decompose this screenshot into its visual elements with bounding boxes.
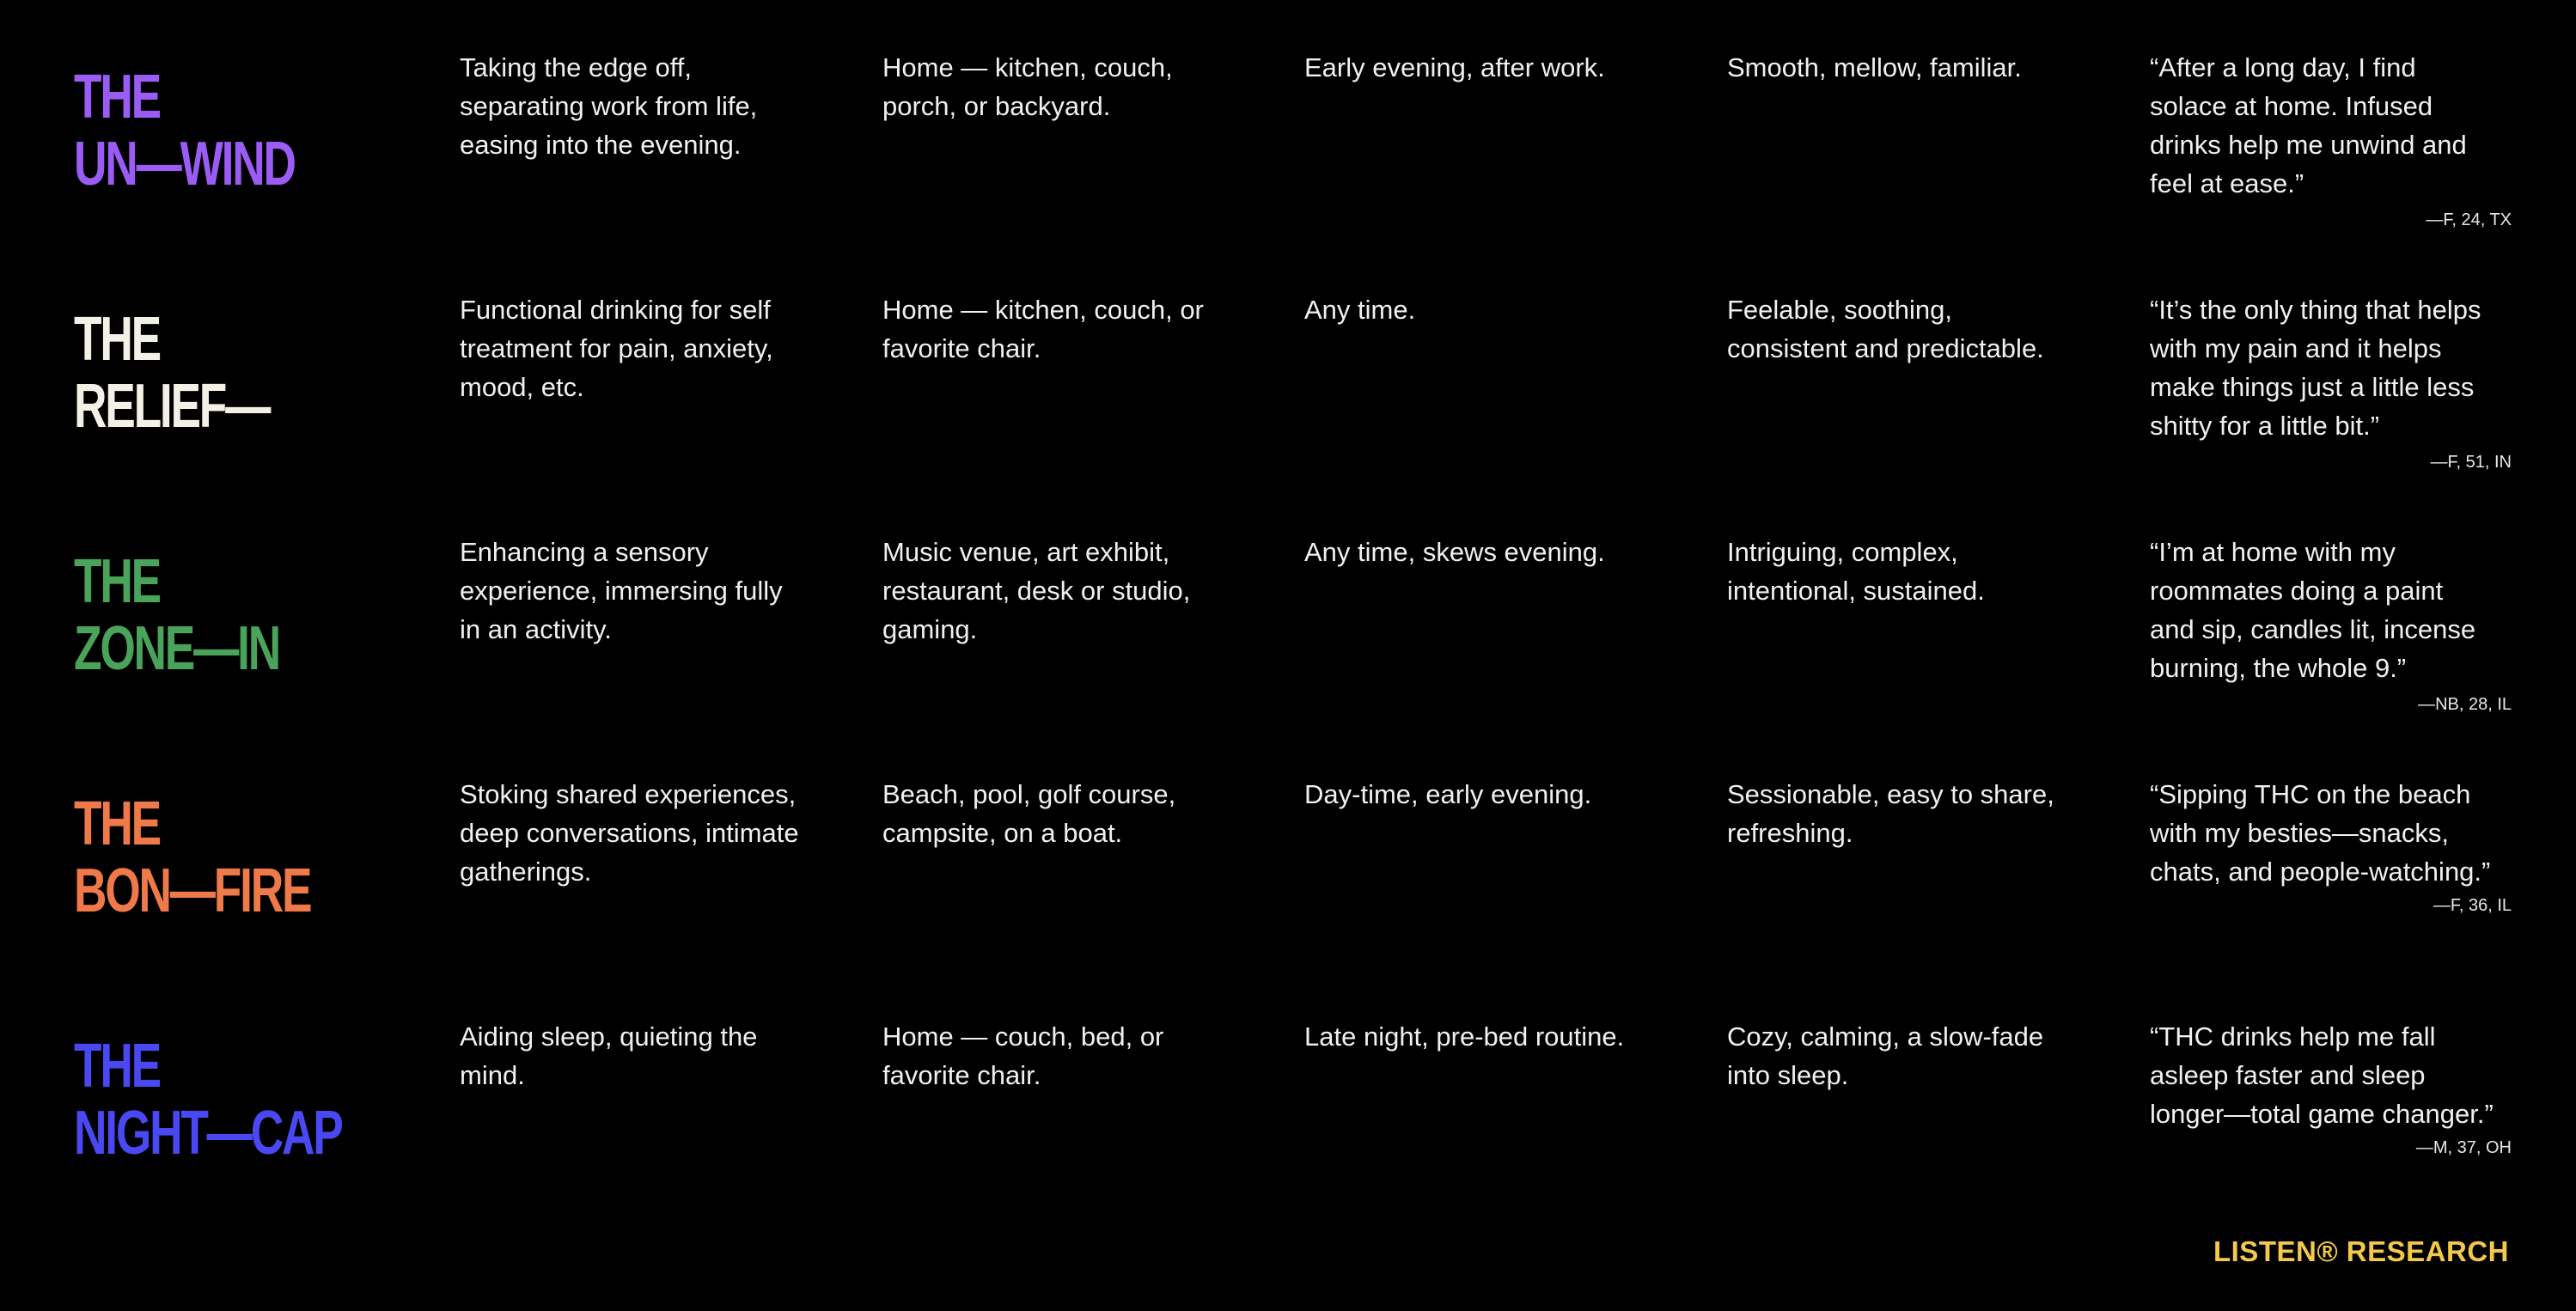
time-cell: Any time, skews evening. [1304, 537, 1605, 567]
place-cell: Home — couch, bed, or favorite chair. [882, 1021, 1164, 1090]
quote-cell: “Sipping THC on the beach with my besties—snacks, chats, and people-watching.” [2150, 779, 2491, 887]
quote-attribution: —NB, 28, IL [2418, 695, 2512, 714]
place-cell: Home — kitchen, couch, or favorite chair. [882, 295, 1204, 363]
quote-attribution: —F, 24, TX [2426, 210, 2512, 229]
purpose-cell: Functional drinking for self treatment for pain, anxiety, mood, etc. [460, 295, 773, 402]
title-line-2: NIGHT—CAP [74, 1099, 342, 1168]
place-cell: Home — kitchen, couch, porch, or backyard. [882, 52, 1173, 121]
occasion-title-zonein [74, 548, 341, 682]
place-cell: Music venue, art exhibit, restaurant, desk or studio, gaming. [882, 537, 1191, 644]
feel-cell: Cozy, calming, a slow-fade into sleep. [1727, 1021, 2044, 1090]
feel-cell: Sessionable, easy to share, refreshing. [1727, 779, 2054, 848]
time-cell: Any time. [1304, 295, 1416, 325]
occasion-row-nightcap [0, 1017, 2576, 1258]
occasion-row-unwind [0, 48, 2576, 289]
quote-attribution: —F, 36, IL [2433, 896, 2512, 915]
time-cell: Early evening, after work. [1304, 52, 1605, 82]
occasion-row-relief [0, 290, 2576, 531]
title-line-2: RELIEF— [74, 372, 270, 441]
feel-cell: Feelable, soothing, consistent and predictable. [1727, 295, 2044, 363]
purpose-cell: Taking the edge off, separating work from life, easing into the evening. [460, 52, 758, 160]
quote-cell: “After a long day, I find solace at home. Infused drinks help me unwind and feel at ease.” [2150, 52, 2467, 198]
title-line-1: THE [74, 305, 160, 374]
feel-cell: Smooth, mellow, familiar. [1727, 52, 2022, 82]
quote-attribution: —F, 51, IN [2430, 453, 2512, 472]
purpose-cell: Stoking shared experiences, deep conversations, intimate gatherings. [460, 779, 799, 887]
title-line-2: UN—WIND [74, 130, 295, 198]
title-line-1: THE [74, 547, 160, 616]
quote-attribution: —M, 37, OH [2415, 1138, 2512, 1157]
purpose-cell: Enhancing a sensory experience, immersing fully in an activity. [460, 537, 783, 644]
title-line-2: BON—FIRE [74, 857, 311, 925]
time-cell: Late night, pre-bed routine. [1304, 1021, 1625, 1052]
occasion-row-bonfire [0, 775, 2576, 1015]
brand-logo: LISTEN® RESEARCH [2213, 1235, 2509, 1267]
occasion-title-nightcap [74, 1033, 341, 1167]
quote-cell: “It’s the only thing that helps with my pain and it helps make things just a little less shitty for a little bit.” [2150, 295, 2481, 441]
quote-cell: “THC drinks help me fall asleep faster and sleep longer—total game changer.” [2150, 1021, 2494, 1129]
title-line-1: THE [74, 790, 160, 858]
time-cell: Day-time, early evening. [1304, 779, 1592, 809]
place-cell: Beach, pool, golf course, campsite, on a boat. [882, 779, 1176, 848]
title-line-1: THE [74, 63, 160, 131]
occasion-row-zonein [0, 533, 2576, 773]
title-line-1: THE [74, 1032, 160, 1101]
occasion-title-relief [74, 306, 341, 440]
title-line-2: ZONE—IN [74, 614, 280, 683]
feel-cell: Intriguing, complex, intentional, sustained. [1727, 537, 1985, 606]
purpose-cell: Aiding sleep, quieting the mind. [460, 1021, 758, 1090]
occasion-title-bonfire [74, 790, 341, 924]
occasion-title-unwind [74, 64, 341, 198]
quote-cell: “I’m at home with my roommates doing a paint and sip, candles lit, incense burning, the whole 9.” [2150, 537, 2476, 683]
